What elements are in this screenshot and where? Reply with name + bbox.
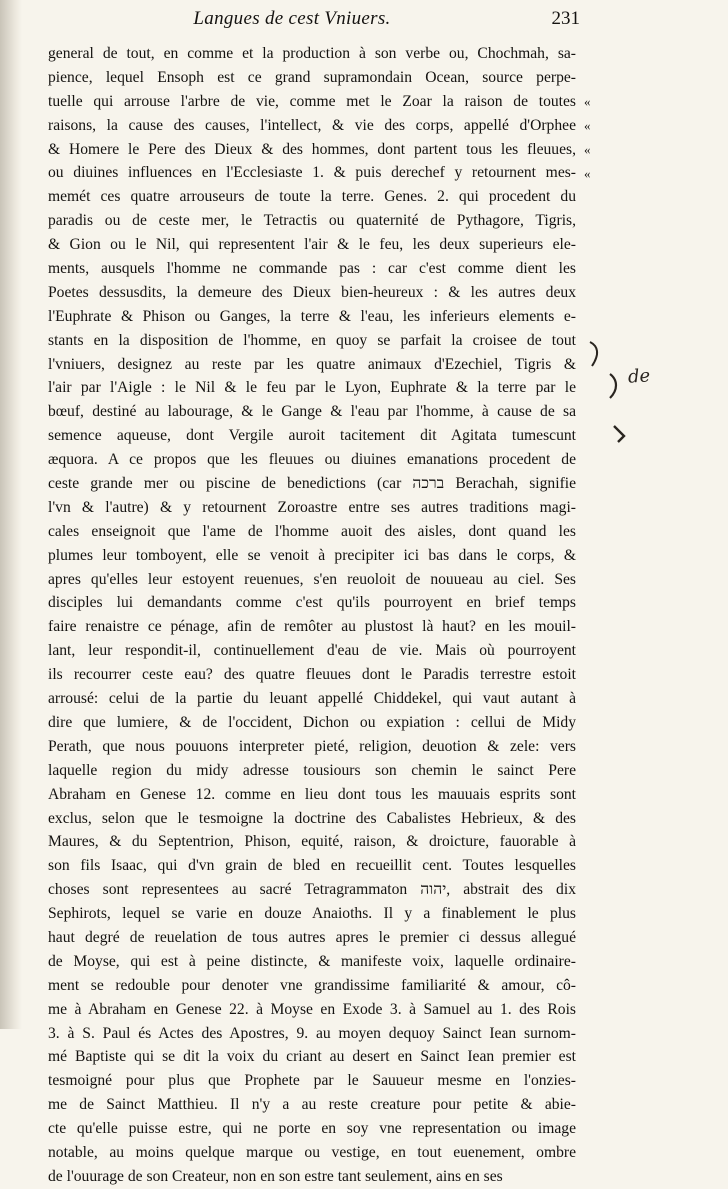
handwritten-bracket-mark xyxy=(586,340,604,368)
text-line: dire que lumiere, & de l'occident, Dichon ou expiation : cellui de Midy xyxy=(48,713,576,731)
book-gutter-shadow xyxy=(0,0,22,1029)
text-line: bœuf, destiné au labourage, & le Gange & l'eau par l'homme, à cause de sa xyxy=(48,403,576,421)
text-line: ils recourrer ceste eau? des quatre fleuues dont le Paradis terrestre estoit xyxy=(48,666,576,684)
text-line: son fils Isaac, qui d'vn grain de bled en recueillit cent. Toutes lesquelles xyxy=(48,857,576,875)
text-line: l'vniuers, designez au reste par les quatre animaux d'Ezechiel, Tigris & xyxy=(48,355,576,373)
text-line: tesmoigné pour plus que Prophete par le Sauueur mesme en l'onzies- xyxy=(48,1072,576,1090)
text-line: & Gion ou le Nil, qui representent l'air & le feu, les deux superieurs ele- xyxy=(48,236,576,254)
text-line: de l'ouurage de son Createur, non en son estre tant seulement, ains en ses xyxy=(48,1167,503,1185)
page-header xyxy=(42,0,582,40)
text-line: ments, ausquels l'homme ne commande pas : car c'est comme dient les xyxy=(48,260,576,278)
running-title: Langues de cest Vniuers. xyxy=(193,8,391,29)
text-line: 3. à S. Paul és Actes des Apostres, 9. au moyen dequoy Sainct Iean surnom- xyxy=(48,1024,576,1042)
text-line: exclus, selon que le tesmoigne la doctrine des Cabalistes Hebrieux, & des xyxy=(48,809,576,827)
text-line: haut degré de reuelation de tous autres apres le premier ci dessus allegué xyxy=(48,928,576,946)
margin-quote-marks xyxy=(584,90,624,186)
text-line: l'air par l'Aigle : le Nil & le feu par le Lyon, Euphrate & la terre par le xyxy=(48,379,576,397)
text-line: general de tout, en comme et la production à son verbe ou, Chochmah, sa- xyxy=(48,45,576,62)
text-line: apres qu'elles leur estoyent reuenues, s'en reuoloit de nouueau au ciel. Ses xyxy=(48,570,576,588)
text-line: me de Sainct Matthieu. Il n'y a au reste creature pour petite & abie- xyxy=(48,1096,576,1114)
text-line: memét ces quatre arrouseurs de toute la terre. Genes. 2. qui procedent du xyxy=(48,188,576,206)
text-line: paradis ou de ceste mer, le Tetractis ou quaternité de Pythagore, Tigris, xyxy=(48,212,576,230)
text-line: l'Euphrate & Phison ou Ganges, la terre & l'eau, les inferieurs elements e- xyxy=(48,307,576,325)
text-line: notable, au moins quelque marque ou vestige, en tout euenement, ombre xyxy=(48,1143,576,1161)
text-line: faire renaistre ce pénage, afin de remôter au plustost là haut? en les mouil- xyxy=(48,618,576,636)
text-line: æquora. A ce propos que les fleuues ou diuines emanations procedent de xyxy=(48,451,576,469)
handwritten-margin-note: de xyxy=(627,365,651,388)
text-line: disciples lui demandants comme c'est qu'ils pourroyent en brief temps xyxy=(48,594,576,612)
text-line: ou diuines influences en l'Ecclesiaste 1. & puis derechef y retournent mes- xyxy=(48,164,576,182)
text-line: pience, lequel Ensoph est ce grand supramondain Ocean, source perpe- xyxy=(48,68,576,86)
text-line: lant, leur respondit-il, continuellement d'eau de vie. Mais où pourroyent xyxy=(48,642,576,660)
handwritten-tick-mark xyxy=(612,420,630,448)
text-line: raisons, la cause des causes, l'intellect, & vie des corps, appellé d'Orphee xyxy=(48,116,576,134)
text-line: l'vn & l'autre) & y retournent Zoroastre entre ses autres traditions magi- xyxy=(48,498,576,516)
text-line: cales enseignoit que l'ame de l'homme auoit des aisles, dont quand les xyxy=(48,522,576,540)
margin-quote-mark: « xyxy=(584,165,591,181)
margin-quote-mark: « xyxy=(584,141,591,157)
text-line: Sephirots, lequel se varie en douze Anaioths. Il y a finablement le plus xyxy=(48,905,576,923)
text-line: choses sont representees au sacré Tetragrammaton יהוה, abstrait des dix xyxy=(48,881,576,899)
text-line: mé Baptiste qui se dit la voix du criant au desert en Sainct Iean premier est xyxy=(48,1048,576,1066)
text-line: Poetes dessusdits, la demeure des Dieux bien-heureux : & les autres deux xyxy=(48,283,576,301)
text-line: & Homere le Pere des Dieux & des hommes, dont partent tous les fleuues, xyxy=(48,140,576,158)
book-page xyxy=(42,0,582,1185)
text-line: semence aqueuse, dont Vergile auroit tacitement dit Agitata tumescunt xyxy=(48,427,576,445)
text-line: Abraham en Genese 12. comme en lieu dont tous les mauuais esprits sont xyxy=(48,785,576,803)
text-line: arrousé: celui de la partie du leuant appellé Chiddekel, qui vaut autant à xyxy=(48,690,576,708)
body-text xyxy=(48,42,576,1189)
text-line: me à Abraham en Genese 22. à Moyse en Exode 3. à Samuel au 1. des Rois xyxy=(48,1000,576,1018)
text-line: laquelle region du midy adresse tousiours son chemin le sainct Pere xyxy=(48,761,576,779)
page-number: 231 xyxy=(551,8,580,29)
text-line: stants en la disposition de l'homme, en quoy se parfait la croisee de tout xyxy=(48,331,576,349)
text-line: cte qu'elle puisse estre, qui ne porte en soy vne representation ou image xyxy=(48,1120,576,1138)
text-line: tuelle qui arrouse l'arbre de vie, comme met le Zoar la raison de toutes xyxy=(48,92,576,110)
text-line: de Moyse, qui est à peine distincte, & manifeste voix, laquelle ordinaire- xyxy=(48,952,576,970)
text-line: Maures, & du Septentrion, Phison, equité, raison, & droicture, fauorable à xyxy=(48,833,576,851)
text-line: ceste grande mer ou piscine de benedictions (car ברכה Berachah, signifie xyxy=(48,475,576,493)
text-line: plumes leur tomboyent, elle se venoit à precipiter ici bas dans le corps, & xyxy=(48,546,576,564)
margin-quote-mark: « xyxy=(584,94,591,109)
margin-quote-mark: « xyxy=(584,117,591,133)
text-line: ment se redouble pour denoter vne grandissime familiarité & amour, cô- xyxy=(48,976,576,994)
handwritten-bracket-mark xyxy=(606,372,624,400)
text-line: Perath, que nous pouuons interpreter pieté, religion, deuotion & zele: vers xyxy=(48,737,576,755)
